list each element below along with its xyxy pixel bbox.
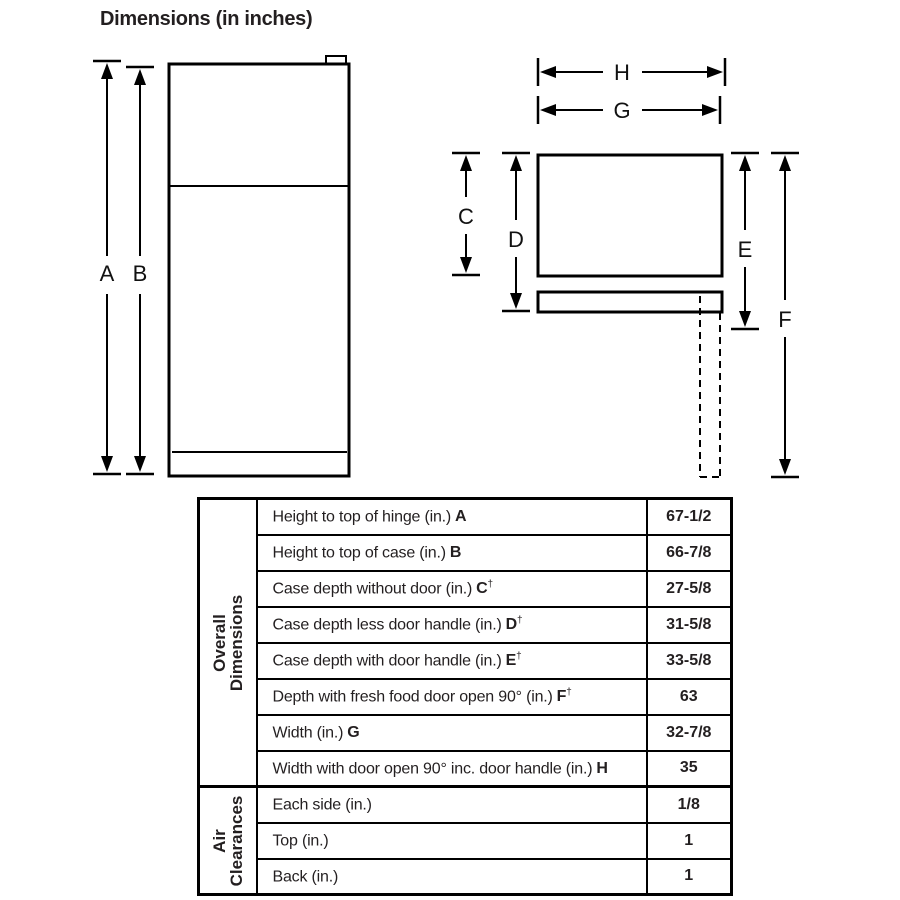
- table-row: [199, 823, 732, 859]
- row-label: Height to top of case (in.) B: [257, 535, 647, 571]
- table-row: [199, 607, 732, 643]
- table-row: [199, 643, 732, 679]
- dim-label-A: A: [99, 261, 115, 286]
- row-value: 1: [647, 823, 732, 859]
- dimensions-table: [197, 497, 733, 896]
- table-row: [199, 787, 732, 823]
- dim-label-C: C: [458, 204, 474, 229]
- row-label: Case depth without door (in.) C†: [257, 571, 647, 607]
- dim-label-H: H: [614, 60, 630, 85]
- arrowhead-down: [134, 456, 146, 472]
- row-label: Back (in.): [257, 859, 647, 895]
- door-open-dashed-outline: [700, 296, 720, 477]
- dimension-arrow-B: [126, 67, 154, 474]
- dimension-arrow-F: [771, 153, 799, 477]
- dim-label-G: G: [613, 98, 631, 123]
- dimension-arrow-C: [452, 153, 480, 275]
- arrowhead-up: [739, 155, 751, 171]
- arrowhead-up: [101, 63, 113, 79]
- row-value: 33-5/8: [647, 643, 732, 679]
- arrowhead-right: [702, 104, 718, 116]
- table-row: [199, 679, 732, 715]
- row-value: 1/8: [647, 787, 732, 823]
- arrowhead-down: [779, 459, 791, 475]
- refrigerator-top-view: [538, 155, 722, 477]
- row-label: Height to top of hinge (in.) A: [257, 499, 647, 535]
- row-value: 66-7/8: [647, 535, 732, 571]
- row-label: Width with door open 90° inc. door handle (in.) H: [257, 751, 647, 787]
- dim-label-D: D: [508, 227, 524, 252]
- row-value: 67-1/2: [647, 499, 732, 535]
- section-header-overall-dimensions: [199, 499, 257, 787]
- dim-label-E: E: [737, 237, 753, 262]
- arrowhead-down: [101, 456, 113, 472]
- dim-label-F: F: [778, 307, 792, 332]
- dim-label-B: B: [132, 261, 148, 286]
- arrowhead-up: [134, 69, 146, 85]
- dimension-arrow-E: [731, 153, 759, 329]
- table-row: [199, 499, 732, 535]
- case-top-outline: [538, 155, 722, 276]
- refrigerator-front-view: [169, 56, 349, 476]
- arrowhead-down: [460, 257, 472, 273]
- section-header-air-clearances: [199, 787, 257, 895]
- arrowhead-up: [460, 155, 472, 171]
- dimension-arrow-G: [538, 96, 720, 124]
- arrowhead-up: [510, 155, 522, 171]
- arrowhead-down: [739, 311, 751, 327]
- table-row: [199, 859, 732, 895]
- page-title: Dimensions (in inches): [100, 8, 313, 30]
- row-label: Each side (in.): [257, 787, 647, 823]
- section-header-label: Air Clearances: [209, 795, 246, 886]
- door-top-outline: [538, 292, 722, 312]
- row-value: 1: [647, 859, 732, 895]
- dimension-arrow-H: [538, 58, 725, 86]
- row-value: 31-5/8: [647, 607, 732, 643]
- dimension-arrow-D: [502, 153, 530, 311]
- arrowhead-left: [540, 104, 556, 116]
- row-label: Depth with fresh food door open 90° (in.) F†: [257, 679, 647, 715]
- table-row: [199, 715, 732, 751]
- row-label: Width (in.) G: [257, 715, 647, 751]
- row-value: 35: [647, 751, 732, 787]
- table-row: [199, 535, 732, 571]
- row-value: 63: [647, 679, 732, 715]
- row-label: Case depth less door handle (in.) D†: [257, 607, 647, 643]
- dimension-arrow-A: [93, 61, 121, 474]
- fridge-outline: [169, 64, 349, 476]
- table-row: [199, 751, 732, 787]
- arrowhead-left: [540, 66, 556, 78]
- row-label: Top (in.): [257, 823, 647, 859]
- section-header-label: Overall Dimensions: [209, 594, 246, 691]
- row-value: 32-7/8: [647, 715, 732, 751]
- row-label: Case depth with door handle (in.) E†: [257, 643, 647, 679]
- table-row: [199, 571, 732, 607]
- arrowhead-up: [779, 155, 791, 171]
- arrowhead-right: [707, 66, 723, 78]
- arrowhead-down: [510, 293, 522, 309]
- row-value: 27-5/8: [647, 571, 732, 607]
